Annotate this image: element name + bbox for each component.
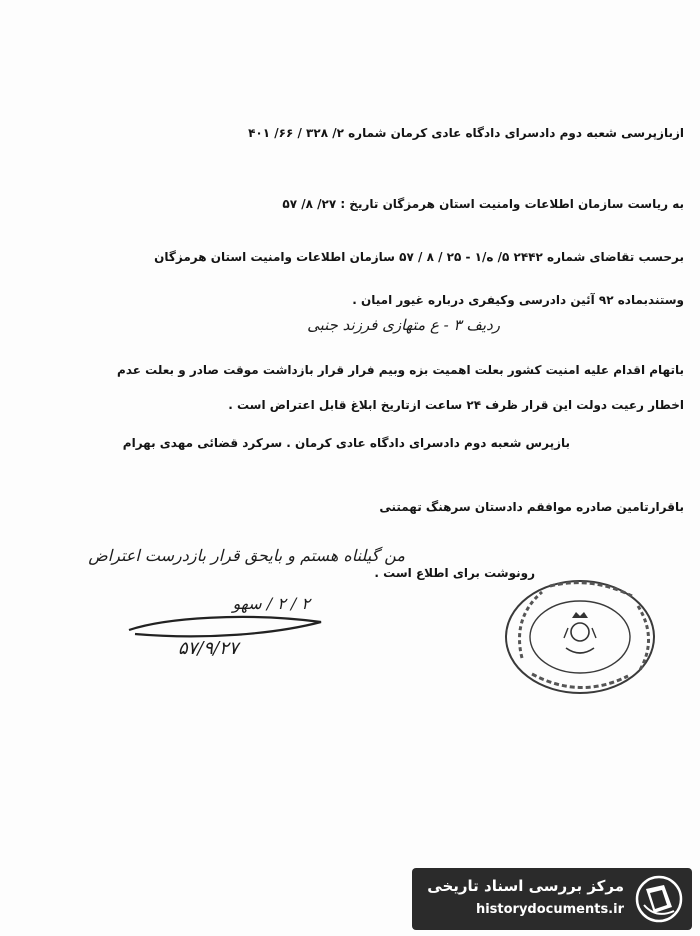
charge-line: باتهام اقدام علیه امنیت کشور بعلت اهمیت بزه وبیم فرار قرار بازداشت موقت صادر و بعلت عدم <box>117 363 684 377</box>
addressee-line: به ریاست سازمان اطلاعات وامنیت استان هرمزگان تاریخ : ۲۷/ ۸/ ۵۷ <box>282 197 684 211</box>
footer-logo[interactable] <box>412 868 692 930</box>
handwritten-note: ردیف ۳ - ع متهازی فرزند جنبی <box>307 316 500 334</box>
official-seal <box>502 578 658 696</box>
reference-line: ازبازپرسی شعبه دوم دادسرای دادگاه عادی کرمان شماره ۲/ ۳۲۸ / ۶۶/ ۴۰۱ <box>248 126 684 140</box>
signature-note-2: ۲ / ۲ / سهو <box>232 594 310 613</box>
signature-date: ۵۷/۹/۲۷ <box>178 638 239 659</box>
book-icon <box>634 875 684 923</box>
prosecutor-approval-line: باقرارتامین صادره موافقم دادستان سرهنگ تهمتنی <box>379 500 684 514</box>
signature-note: من گیلناه هستم و بایحق قرار بازدرست اعتراض <box>88 546 405 565</box>
request-line: برحسب تقاضای شماره ۲۴۴۲ ۵/ ه/۱ - ۲۵ / ۸ / ۵۷ سازمان اطلاعات وامنیت استان هرمزگان <box>154 250 684 264</box>
investigator-line: بازپرس شعبه دوم دادسرای دادگاه عادی کرمان . سرکرد قضائی مهدی بهرام <box>122 436 570 450</box>
logo-title: مرکز بررسی اسناد تاریخی <box>427 877 624 895</box>
emblem-icon <box>564 612 596 653</box>
article-line: وستندبماده ۹۲ آئین دادرسی وکیفری درباره غیور امیان . <box>352 293 684 307</box>
copy-line: رونوشت برای اطلاع است . <box>374 566 535 580</box>
logo-url[interactable]: historydocuments.ir <box>475 902 624 917</box>
notice-line: اخطار رعیت دولت این قرار ظرف ۲۴ ساعت ازتاریخ ابلاغ قابل اعتراض است . <box>228 398 684 412</box>
